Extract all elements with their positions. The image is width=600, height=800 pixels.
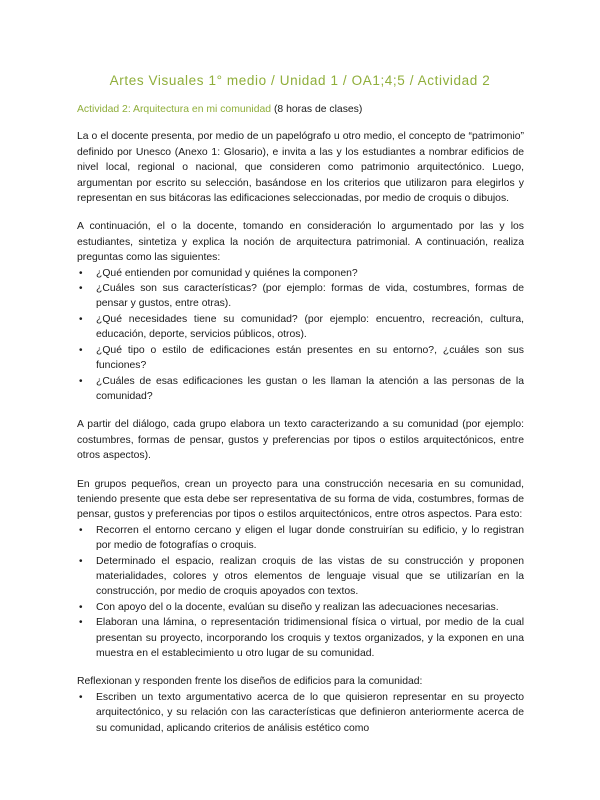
list-item: • Escriben un texto argumentativo acerca de lo que quisieron representar en su proyecto arquitectónico, y su relación con las características que definieron anteriormente acerca de su comunidad, aplicando criterios de análisis estético como [77, 690, 524, 736]
reflection-list [77, 690, 524, 736]
intro-paragraph: La o el docente presenta, por medio de un papelógrafo u otro medio, el concepto de “patrimonio” definido por Unesco (Anexo 1: Glosario), e invita a las y los estudiantes a nombrar edificios de nivel local, regional o nacional, que consideren como patrimonio arquitectónico. Luego, argumentan por escrito su selección, basándose en los criterios que utilizaron para elegirlos y representan en sus bitácoras las edificaciones seleccionadas, por medio de croquis o dibujos. [77, 131, 524, 205]
list-item: • ¿Cuáles de esas edificaciones les gustan o les llaman la atención a las personas de la comunidad? [77, 374, 524, 405]
questions-intro-paragraph: A continuación, el o la docente, tomando en consideración lo argumentado por las y los estudiantes, sintetiza y explica la noción de arquitectura patrimonial. A continuación, realiza preguntas como las siguientes: [77, 221, 524, 264]
reflection-intro-paragraph: Reflexionan y responden frente los diseños de edificios para la comunidad: [77, 676, 423, 688]
activity-heading [77, 102, 524, 117]
list-item: • ¿Qué entienden por comunidad y quiénes la componen? [77, 266, 524, 281]
list-item: • ¿Cuáles son sus características? (por ejemplo: formas de vida, costumbres, formas de pensar y gustos, entre otras). [77, 281, 524, 312]
list-item: • ¿Qué necesidades tiene su comunidad? (por ejemplo: encuentro, recreación, cultura, educación, deporte, servicios públicos, otros). [77, 312, 524, 343]
activity-duration: (8 horas de clases) [271, 104, 363, 115]
list-item: • ¿Qué tipo o estilo de edificaciones están presentes en su entorno?, ¿cuáles son sus funciones? [77, 343, 524, 374]
project-steps-list [77, 523, 524, 662]
list-item: • Determinado el espacio, realizan croquis de las vistas de su construcción y proponen materialidades, colores y otros elementos de lenguaje visual que se utilizarían en la construcción, por medio de croquis apoyados con textos. [77, 554, 524, 600]
questions-list [77, 266, 524, 405]
document-body [77, 102, 524, 749]
list-item: • Recorren el entorno cercano y eligen el lugar donde construirían su edificio, y lo registran por medio de fotografías o croquis. [77, 523, 524, 554]
community-text-paragraph: A partir del diálogo, cada grupo elabora un texto caracterizando a su comunidad (por ejemplo: costumbres, formas de pensar, gustos y preferencias por tipos o estilos arquitectónicos, entre otros aspectos). [77, 419, 524, 462]
list-item: • Elaboran una lámina, o representación tridimensional física o virtual, por medio de la cual presentan su proyecto, incorporando los croquis y textos organizados, y la exponen en una muestra en el establecimiento u otro lugar de su comunidad. [77, 615, 524, 661]
activity-title: Actividad 2: Arquitectura en mi comunidad [77, 104, 272, 115]
page-title: Artes Visuales 1° medio / Unidad 1 / OA1;4;5 / Actividad 2 [109, 73, 491, 88]
project-intro-paragraph: En grupos pequeños, crean un proyecto para una construcción necesaria en su comunidad, teniendo presente que esta debe ser representativa de su forma de vida, costumbres, formas de pensar, gustos y preferencias por tipos o estilos arquitectónicos, entre otros aspectos. Para esto: [77, 478, 524, 521]
list-item: • Con apoyo del o la docente, evalúan su diseño y realizan las adecuaciones necesarias. [77, 600, 524, 615]
